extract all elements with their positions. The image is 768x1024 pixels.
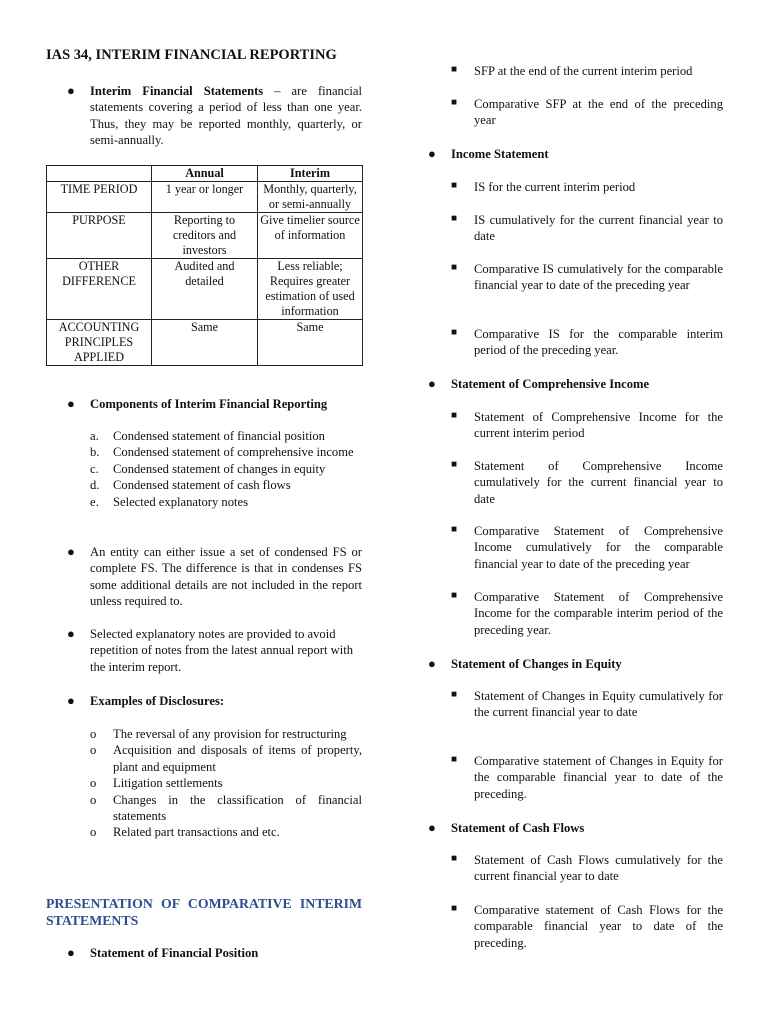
sci-item: ■ Statement of Comprehensive Income for the current interim period [451,410,723,441]
sce-bullet [428,656,723,672]
list-item: o Related part transactions and etc. [90,825,280,840]
sfp-heading: Statement of Financial Position [90,946,259,960]
table-cell: Audited and detailed [152,259,258,320]
square-bullet-icon: ■ [451,64,458,75]
is-heading: Income Statement [451,147,549,161]
intro-bullet [67,83,363,149]
sci-heading: Statement of Comprehensive Income [451,377,650,391]
condensed-bullet [67,544,362,610]
table-header-row [47,166,363,182]
sci-bullet [428,376,723,392]
circle-bullet-icon: o [90,825,97,840]
components-bullet [67,396,362,412]
bullet-icon: ● [67,626,75,641]
sci-item: ■ Comparative Statement of Comprehensive Income for the comparable interim period of the preceding year. [451,590,723,637]
table-cell: Monthly, quarterly, or semi-annually [258,182,363,213]
square-bullet-icon: ■ [451,213,458,224]
bullet-icon: ● [428,376,436,391]
square-bullet-icon: ■ [451,262,458,273]
list-item: d. Condensed statement of cash flows [90,478,291,493]
list-item: o Changes in the classification of financial statements [90,792,362,824]
bullet-icon: ● [428,820,436,835]
is-item: ■ IS for the current interim period [451,180,636,194]
table-header: Interim [258,166,363,182]
scf-heading: Statement of Cash Flows [451,821,585,835]
list-item: e. Selected explanatory notes [90,494,248,509]
intro-term: Interim Financial Statements [90,84,264,98]
list-item: c. Condensed statement of changes in equity [90,461,326,476]
square-bullet-icon: ■ [451,97,458,108]
table-header: Annual [152,166,258,182]
list-item: a. Condensed statement of financial position [90,429,325,443]
table-row [47,213,363,259]
circle-bullet-icon: o [90,776,97,791]
sci-item: ■ Statement of Comprehensive Income cumulatively for the current financial year to date [451,459,723,506]
circle-bullet-icon: o [90,743,97,758]
sfp-item: ■ SFP at the end of the current interim period [451,64,693,78]
sfp-item: ■ Comparative SFP at the end of the preceding year [451,97,723,128]
square-bullet-icon: ■ [451,689,458,700]
square-bullet-icon: ■ [451,180,458,191]
bullet-icon: ● [67,693,75,708]
notes-text: Selected explanatory notes are provided to avoid repetition of notes from the latest annual report with the interim report. [90,627,353,674]
sce-item: ■ Statement of Changes in Equity cumulatively for the current financial year to date [451,689,723,720]
table-cell: PURPOSE [47,213,152,259]
bullet-icon: ● [428,146,436,161]
table-cell: Same [152,320,258,366]
square-bullet-icon: ■ [451,524,458,535]
scf-item: ■ Statement of Cash Flows cumulatively for the current financial year to date [451,853,723,884]
condensed-text: An entity can either issue a set of condensed FS or complete FS. The difference is that in condenses FS some additional details are not included in the report unless required to. [90,545,362,609]
disclosures-heading: Examples of Disclosures: [90,694,225,708]
square-bullet-icon: ■ [451,754,458,765]
presentation-heading: PRESENTATION OF COMPARATIVE INTERIM STATEMENTS [46,896,362,928]
bullet-icon: ● [67,945,75,960]
table-cell: TIME PERIOD [47,182,152,213]
table-row [47,320,363,366]
circle-bullet-icon: o [90,792,97,807]
bullet-icon: ● [67,83,75,98]
is-item: ■ IS cumulatively for the current financial year to date [451,213,723,244]
table-cell: 1 year or longer [152,182,258,213]
bullet-icon: ● [67,396,75,411]
table-cell: Give timelier source of information [258,213,363,259]
square-bullet-icon: ■ [451,410,458,421]
table-row [47,182,363,213]
comparison-table [46,165,363,366]
table-row [47,259,363,320]
circle-bullet-icon: o [90,727,97,741]
scf-item: ■ Comparative statement of Cash Flows for the comparable financial year to date of the preceding. [451,903,723,950]
list-item: o Acquisition and disposals of items of property, plant and equipment [90,743,362,774]
components-list [90,428,362,510]
list-item: o Litigation settlements [90,776,223,791]
page-title: IAS 34, INTERIM FINANCIAL REPORTING [46,47,337,63]
is-item: ■ Comparative IS cumulatively for the comparable financial year to date of the preceding year [451,262,723,293]
sfp-bullet [67,945,362,961]
is-bullet [428,146,723,162]
bullet-icon: ● [67,544,75,559]
sci-item: ■ Comparative Statement of Comprehensive Income cumulatively for the comparable financial year to date of the preceding year [451,524,723,571]
disclosures-bullet [67,693,362,709]
table-cell: OTHER DIFFERENCE [47,259,152,320]
table-header [47,166,152,182]
bullet-icon: ● [428,656,436,671]
components-heading: Components of Interim Financial Reporting [90,397,328,411]
sce-item: ■ Comparative statement of Changes in Equity for the comparable financial year to date of the preceding. [451,754,723,801]
disclosures-list [90,726,362,841]
sce-heading: Statement of Changes in Equity [451,657,622,671]
table-cell: Less reliable; Requires greater estimation of used information [258,259,363,320]
is-item: ■ Comparative IS for the comparable interim period of the preceding year. [451,327,723,358]
list-item: o The reversal of any provision for restructuring [90,727,347,741]
notes-bullet [67,626,362,675]
table-cell: Same [258,320,363,366]
list-item: b. Condensed statement of comprehensive income [90,445,354,460]
table-cell: Reporting to creditors and investors [152,213,258,259]
square-bullet-icon: ■ [451,903,458,914]
intro-text: – are financial statements covering a period of less than one year. Thus, they may be reported monthly, quarterly, or semi-annually. [90,84,363,148]
square-bullet-icon: ■ [451,459,458,470]
table-cell: ACCOUNTING PRINCIPLES APPLIED [47,320,152,366]
square-bullet-icon: ■ [451,590,458,601]
square-bullet-icon: ■ [451,327,458,338]
square-bullet-icon: ■ [451,853,458,864]
scf-bullet [428,820,723,836]
